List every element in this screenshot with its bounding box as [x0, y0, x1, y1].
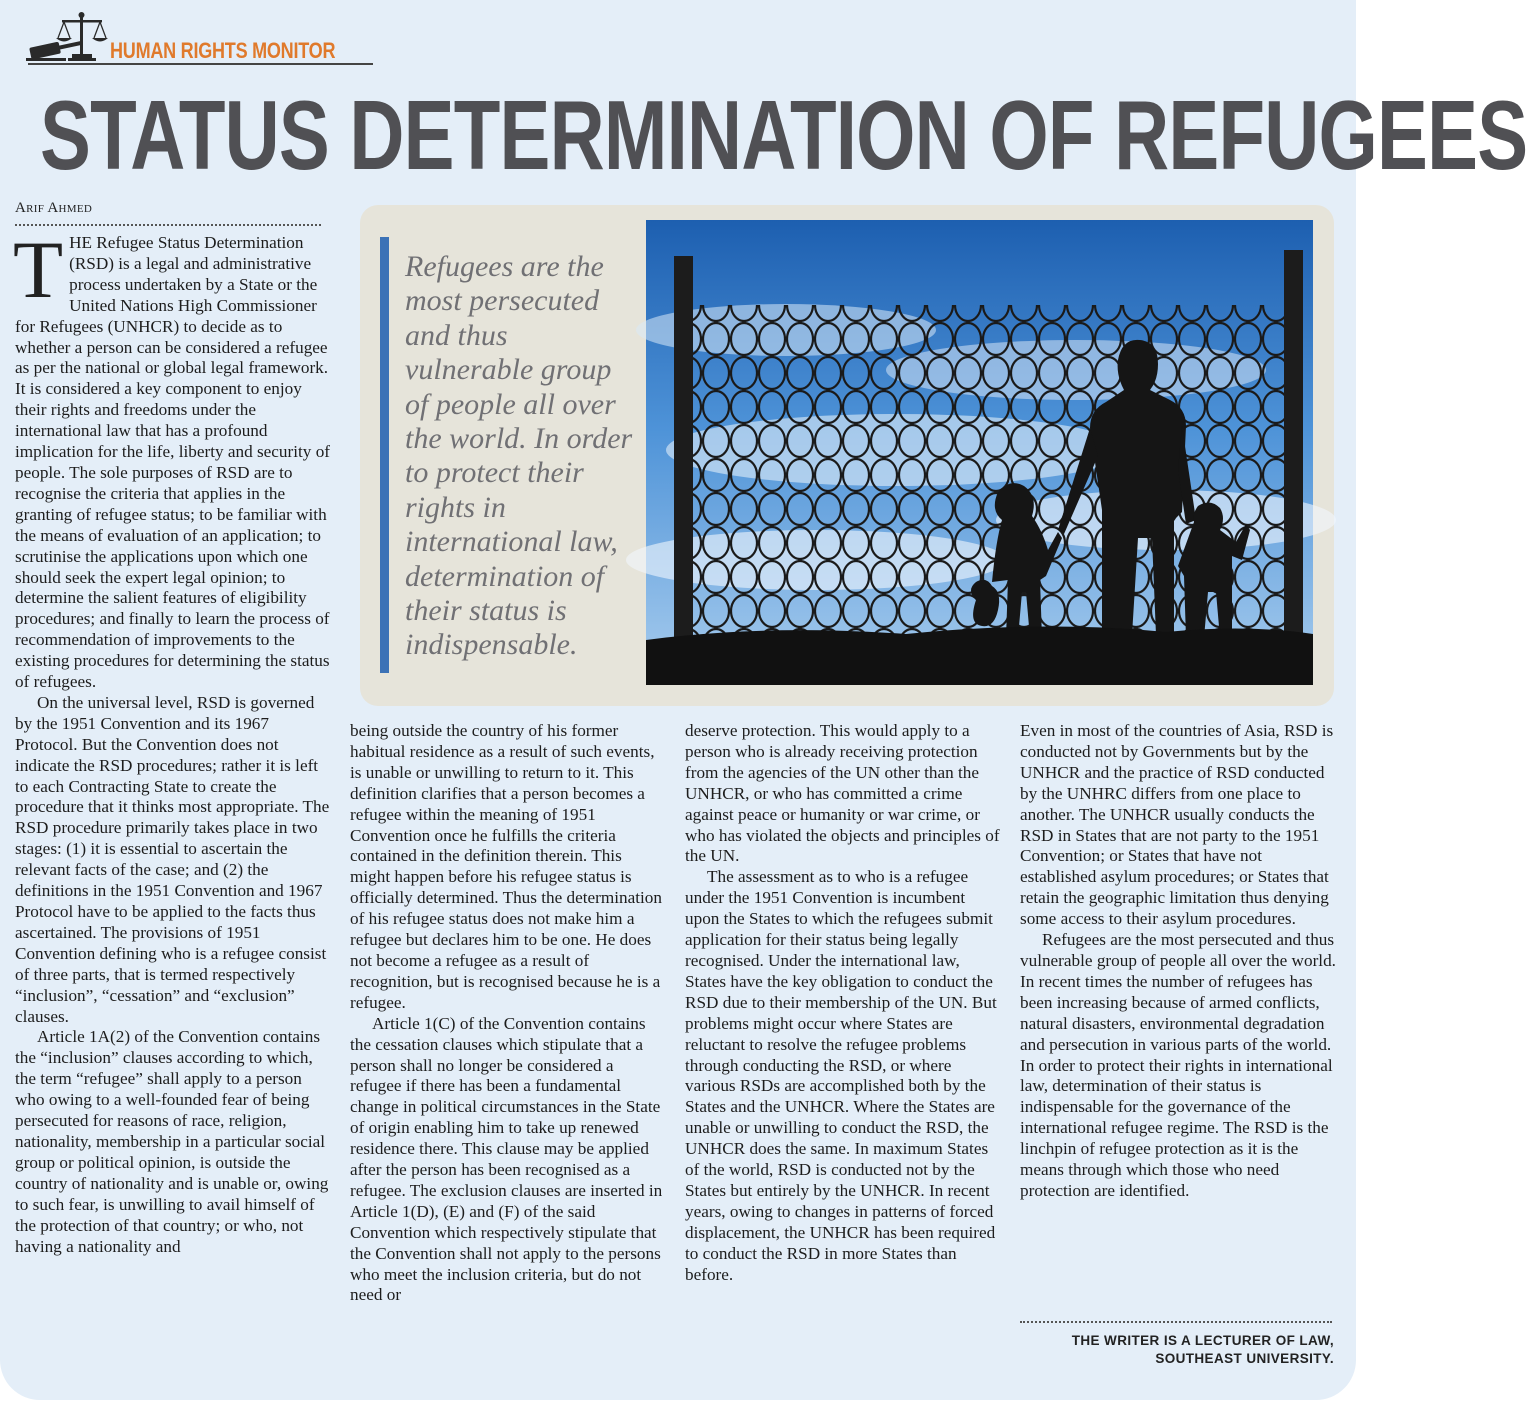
tagline-line-1: THE WRITER IS A LECTURER OF LAW,	[1071, 1333, 1334, 1348]
refugee-family-barbed-wire-silhouette	[646, 220, 1313, 685]
paragraph: Refugees are the most persecuted and thus vulnerable group of people all over the world. In recent times the number of refugees has been increasing because of armed conflicts, natural disasters, environmental degradation and persecution in various parts of the world. In order to protect their rights in international law, determination of their status is indispensable for the governance of the international refugee regime. The RSD is the linchpin of refugee protection as it is the means through which those who need protection are identified.	[1020, 930, 1336, 1200]
paragraph-continued: being outside the country of his former habitual residence as a result of such events, is unable or unwilling to return to it. This definition clarifies that a person becomes a refugee within the meaning of 1951 Convention once he fulfills the criteria contained in the definition therein. This might happen before his refugee status is officially determined. Thus the determination of his refugee status does not make him a refugee but declares him to be one. He does not become a refugee as a result of recognition, but is recognised because he is a refugee.	[350, 721, 662, 1012]
pullquote: Refugees are the most persecuted and thus vulnerable group of people all over the world. In order to protect their rights in international law, determination of their status is indispensable.	[405, 250, 633, 662]
section-label: HUMAN RIGHTS MONITOR	[110, 38, 336, 63]
paragraph-intro: THE Refugee Status Determination (RSD) is a legal and administrative process undertaken by a State or the United Nations High Commissioner for Refugees (UNHCR) to decide as to whether a person can be considered a refugee as per the national or global legal framework. It is considered a key component to enjoy their rights and freedoms under the international law that has a profound implication for the life, liberty and security of people. The sole purposes of RSD are to recognise the criteria that applies in the granting of refugee status; to be familiar with the means of evaluation of an application; to scrutinise the applications upon which one should seek the expert legal opinion; to determine the salient features of eligibility procedures; and finally to learn the process of recommendation of improvements to the existing procedures for determining the status of refugees.	[13, 224, 331, 692]
paragraph: On the universal level, RSD is governed by the 1951 Convention and its 1967 Protocol. But the Convention does not indicate the RSD procedures; rather it is left to each Contracting State to create the procedure that it thinks most appropriate. The RSD procedure primarily takes place in two stages: (1) it is essential to ascertain the relevant facts of the case; and (2) the definitions in the 1951 Convention and 1967 Protocol have to be applied to the facts thus ascertained. The provisions of 1951 Convention defining who is a refugee consist of three parts, that is termed respectively “inclusion”, “cessation” and “exclusion” clauses.	[15, 692, 330, 1026]
dropcap: T	[13, 224, 64, 315]
article-column-1	[13, 224, 331, 1257]
article-column-3	[685, 721, 1001, 1285]
byline: Arif Ahmed	[15, 200, 93, 216]
paragraph-continued: deserve protection. This would apply to a person who is already receiving protection from the agencies of the UN other than the UNHCR, or who has committed a crime against peace or humanity or war crime, or who has violated the objects and principles of the UN.	[685, 721, 1000, 866]
article-column-2	[350, 721, 666, 1306]
paragraph: Article 1A(2) of the Convention contains the “inclusion” clauses according to which, the term “refugee” shall apply to a person who owing to a well-founded fear of being persecuted for reasons of race, religion, nationality, membership in a particular social group or political opinion, is outside the country of nationality and is unable or, owing to such fear, is unwilling to avail himself of the protection of that country; or who, not having a nationality and	[15, 1027, 329, 1256]
pullquote-bar	[380, 237, 389, 673]
paragraph: Article 1(C) of the Convention contains the cessation clauses which stipulate that a person shall no longer be considered a refugee if there has been a fundamental change in political circumstances in the State of origin enabling him to take up renewed residence there. This clause may be applied after the person has been recognised as a refugee. The exclusion clauses are inserted in Article 1(D), (E) and (F) of the said Convention which respectively stipulate that the Convention shall not apply to the persons who meet the inclusion criteria, but do not need or	[350, 1013, 663, 1305]
masthead	[24, 8, 384, 68]
article-column-4	[1020, 721, 1336, 1202]
headline: STATUS DETERMINATION OF REFUGEES	[40, 80, 1527, 190]
author-tagline	[1020, 1332, 1334, 1367]
tagline-divider	[1020, 1321, 1332, 1323]
paragraph-continued: Even in most of the countries of Asia, RSD is conducted not by Governments but by the UNHCR and the practice of RSD conducted by the UNHRC differs from one place to another. The UNHCR usually conducts the RSD in States that are not party to the 1951 Convention; or States that have not established asylum procedures; or States that retain the geographic limitation thus denying some access to their asylum procedures.	[1020, 721, 1334, 929]
masthead-divider	[28, 63, 373, 65]
scales-of-justice-gavel-icon	[24, 8, 114, 66]
tagline-line-2: SOUTHEAST UNIVERSITY.	[1155, 1350, 1334, 1366]
paragraph: The assessment as to who is a refugee under the 1951 Convention is incumbent upon the States to which the refugees submit application for their status being legally recognised. Under the international law, States have the key obligation to conduct the RSD due to their membership of the UN. But problems might occur where States are reluctant to resolve the refugee problems through conducting the RSD, or where various RSDs are accomplished both by the States and the UNHCR. Where the States are unable or unwilling to conduct the RSD, the UNHCR does the same. In maximum States of the world, RSD is conducted not by the States but entirely by the UNHCR. In recent years, owing to changes in patterns of forced displacement, the UNHCR has been required to conduct the RSD in more States than before.	[685, 867, 997, 1284]
